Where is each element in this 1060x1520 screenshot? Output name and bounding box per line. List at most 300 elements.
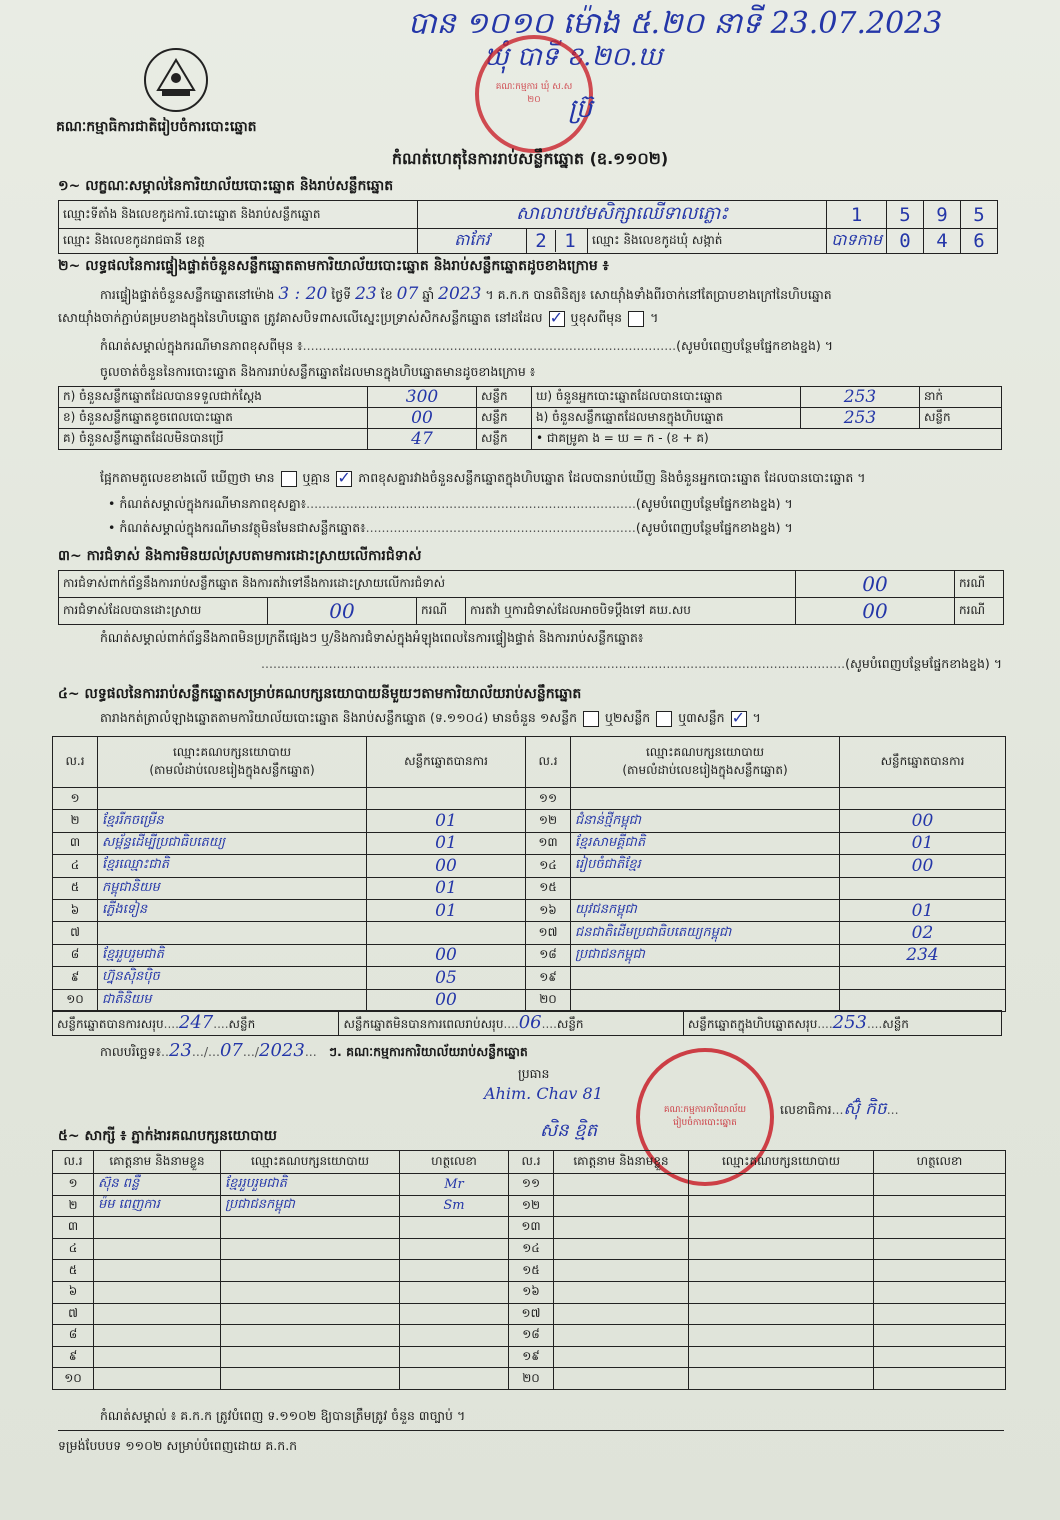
total-box-cell: សន្លឹកឆ្នោតក្នុងហិបឆ្នោតសរុប....253....សន្លឹក	[683, 1011, 1001, 1036]
party-votes: 00	[840, 855, 1006, 877]
witness-name	[554, 1368, 689, 1390]
witness-party	[221, 1260, 400, 1282]
party-votes: 01	[367, 832, 526, 854]
party-no: ១៧	[526, 922, 571, 944]
witness-no: ២០	[509, 1368, 554, 1390]
secretary-line: លេខាធិការ...ស៊ុំ កិច...	[780, 1099, 899, 1119]
note3-label: • កំណត់សម្គាល់ក្នុងករណីមានវត្ថុមិនមែនជាសន្លឹកឆ្នោត៖	[108, 520, 366, 535]
table-row	[53, 1238, 1006, 1260]
date-day: 23	[169, 1040, 192, 1061]
resolved-value: 00	[268, 598, 417, 625]
section5-title: ៥~ សាក្សី ៖ ភ្នាក់ងារគណបក្សនយោបាយ	[58, 1128, 277, 1144]
witness-party	[689, 1368, 874, 1390]
witness-name	[554, 1238, 689, 1260]
sheets-1-checkbox[interactable]	[583, 711, 599, 727]
party-name: ជំនាន់ថ្មីកម្ពុជា	[571, 810, 840, 832]
witness-party	[689, 1325, 874, 1347]
commune-stamp-text: គណៈកម្មការ ឃុំ ស.ស ២០	[495, 82, 573, 105]
count-ng-label: ង) ចំនួនសន្លឹកឆ្នោតដែលមានក្នុងហិបឆ្នោត	[532, 408, 801, 429]
witness-name	[94, 1238, 221, 1260]
witness-signature	[874, 1238, 1006, 1260]
w-col-name-left: គោត្តនាម និងនាមខ្លួន	[94, 1151, 221, 1174]
party-votes	[840, 788, 1006, 810]
party-name: ហ្វ៊ុនស៊ិនប៉ិច	[98, 967, 367, 989]
party-votes: 01	[367, 899, 526, 921]
witness-name	[554, 1303, 689, 1325]
party-votes	[367, 788, 526, 810]
total-invalid-cell: សន្លឹកឆ្នោតមិនបានការពេលរាប់សរុប....06....សន្លឹក	[339, 1011, 683, 1036]
note2-label: • កំណត់សម្គាល់ក្នុងករណីមានភាពខុសគ្នា៖	[108, 496, 307, 511]
table-row	[53, 1325, 1006, 1347]
w-col-party-left: ឈ្មោះគណបក្សនយោបាយ	[221, 1151, 400, 1174]
witness-party	[221, 1238, 400, 1260]
count-formula: • ជាគម្រូគា ង = ឃ = ក - (ខ + គ)	[532, 429, 1002, 450]
witness-signature: Mr	[400, 1174, 509, 1196]
witness-no: ១៥	[509, 1260, 554, 1282]
seal-changed-checkbox[interactable]	[628, 311, 644, 327]
party-votes	[840, 877, 1006, 899]
w-col-no-left: ល.រ	[53, 1151, 94, 1174]
party-votes: 00	[367, 989, 526, 1011]
party-votes: 01	[367, 877, 526, 899]
table-row	[53, 1281, 1006, 1303]
party-results-table	[52, 736, 1006, 1012]
count-k-unit: សន្លឹក	[477, 387, 532, 408]
col-party-left	[98, 737, 367, 788]
total-valid-unit: សន្លឹក	[228, 1017, 256, 1031]
witness-signature	[400, 1346, 509, 1368]
witness-signature	[400, 1217, 509, 1239]
seal-changed-label: ឬខុសពីមុន	[570, 310, 623, 325]
handwritten-receipt-note-2: ឃុំ បាទី ខ.២០.ឃ	[484, 42, 663, 72]
party-no: ១៤	[526, 855, 571, 877]
province-code	[527, 229, 588, 254]
totals-table	[52, 1010, 1002, 1036]
total-invalid-value: 06	[518, 1012, 542, 1033]
resolved-unit: ករណី	[417, 598, 466, 625]
party-name: ខ្មែរសាមគ្គីជាតិ	[571, 832, 840, 854]
table-row	[53, 922, 1006, 944]
nec-logo-icon	[140, 44, 212, 116]
witness-signature	[874, 1195, 1006, 1217]
seal-intact-checkbox[interactable]	[549, 311, 565, 327]
witness-signature	[874, 1260, 1006, 1282]
party-name: សម្ព័ន្ធដើម្បីប្រជាធិបតេយ្យ	[98, 832, 367, 854]
appeal-value: 00	[796, 598, 955, 625]
witness-no: ៥	[53, 1260, 94, 1282]
witness-party	[689, 1195, 874, 1217]
witness-no: ១៦	[509, 1281, 554, 1303]
witness-party	[689, 1303, 874, 1325]
table-row	[53, 1217, 1006, 1239]
party-name	[571, 967, 840, 989]
party-no: ១០	[53, 989, 98, 1011]
commune-code-2: 4	[924, 229, 961, 254]
witness-signature	[874, 1281, 1006, 1303]
section2-note1: កំណត់សម្គាល់ក្នុងករណីមានភាពខុសពីមុន ៖..............................................................................................(សូមបំពេញបន្ថែមផ្នែកខាងខ្នង) ។	[100, 338, 834, 353]
party-votes: 02	[840, 922, 1006, 944]
table-row	[53, 1346, 1006, 1368]
section3-title: ៣~ ការជំទាស់ និងការមិនយល់ស្របតាមការដោះស្រាយលើការជំទាស់	[58, 548, 422, 564]
witness-party	[221, 1346, 400, 1368]
witness-no: ១៤	[509, 1238, 554, 1260]
party-no: ២០	[526, 989, 571, 1011]
sheets-count-label: តារាងកត់ត្រាលំឡាងឆ្នោតតាមការិយាល័យបោះឆ្នោត និងរាប់សន្លឹកឆ្នោត (ទ.១១០៤) មានចំនួន ១សន្លឹក	[100, 710, 578, 725]
party-name	[571, 989, 840, 1011]
total-valid-value: 247	[178, 1012, 214, 1033]
verify-month-label: ខែ	[380, 287, 393, 302]
table-row	[53, 877, 1006, 899]
objection-value: 00	[796, 571, 955, 598]
verify-day: 23	[355, 284, 377, 304]
party-no: ៥	[53, 877, 98, 899]
section2-note3: • កំណត់សម្គាល់ក្នុងករណីមានវត្ថុមិនមែនជាសន្លឹកឆ្នោត៖....................................................................(សូមបំពេញបន្ថែមផ្នែកខាងខ្នង) ។	[108, 520, 793, 535]
witness-signature	[400, 1238, 509, 1260]
party-name	[571, 877, 840, 899]
col-votes-right: សន្លឹកឆ្នោតបានការ	[840, 737, 1006, 788]
section3-note-tail: (សូមបំពេញបន្ថែមផ្នែកខាងខ្នង) ។	[845, 656, 1002, 671]
party-no: ១៩	[526, 967, 571, 989]
col-party-right	[571, 737, 840, 788]
section2-title: ២~ លទ្ធផលនៃការផ្ទៀងផ្ទាត់ចំនួនសន្លឹកឆ្នោតតាមការិយាល័យបោះឆ្នោត និងរាប់សន្លឹកឆ្នោតដូចខាងក្រោម ៖	[58, 258, 609, 274]
witness-name	[94, 1346, 221, 1368]
count-g-value: 47	[368, 429, 477, 450]
footnote: កំណត់សម្គាល់ ៖ គ.ក.ក ត្រូវបំពេញ ទ.១១០២ ឱ្យបានត្រឹមត្រូវ ចំនួន ៣ច្បាប់ ។	[100, 1408, 466, 1423]
party-no: ៤	[53, 855, 98, 877]
party-no: ៦	[53, 899, 98, 921]
w-col-name-right: គោត្តនាម និងនាមខ្លួន	[554, 1151, 689, 1174]
form-title: កំណត់ហេតុនៃការរាប់សន្លឹកឆ្នោត (ឧ.១១០២)	[391, 149, 669, 168]
witness-signature	[400, 1260, 509, 1282]
committee-label: ៗ. គណៈកម្មការការិយាល័យរាប់សន្លឹកឆ្នោត	[328, 1044, 528, 1059]
count-g-label: គ) ចំនួនសន្លឹកឆ្នោតដែលមិនបានប្រើ	[59, 429, 368, 450]
verify-time-label: ការផ្ទៀងផ្ទាត់ចំនួនសន្លឹកឆ្នោតនៅម៉ោង	[100, 287, 275, 302]
count-g-unit: សន្លឹក	[477, 429, 532, 450]
party-no: ១៨	[526, 944, 571, 966]
total-box-label: សន្លឹកឆ្នោតក្នុងហិបឆ្នោតសរុប	[687, 1017, 818, 1031]
committee-stamp-text: គណៈកម្មការការិយាល័យរៀបចំការបោះឆ្នោត	[663, 1105, 747, 1128]
party-no: ១៣	[526, 832, 571, 854]
province-label: ឈ្មោះ និងលេខកូដរាជធានី ខេត្ត	[59, 229, 418, 254]
section3-table	[58, 570, 1004, 625]
col-party-left-title: ឈ្មោះគណបក្សនយោបាយ	[172, 745, 292, 759]
verify-year-label: ឆ្នាំ	[422, 287, 435, 302]
witness-no: ៨	[53, 1325, 94, 1347]
party-name: ជនជាតិដើមប្រជាធិបតេយ្យកម្ពុជា	[571, 922, 840, 944]
witness-signature	[874, 1303, 1006, 1325]
verify-month: 07	[396, 284, 419, 304]
witness-name	[554, 1260, 689, 1282]
party-votes: 01	[840, 899, 1006, 921]
party-votes	[840, 989, 1006, 1011]
count-gh-unit: នាក់	[920, 387, 1002, 408]
location-code-1: 1	[827, 201, 887, 229]
witness-party	[221, 1368, 400, 1390]
witness-name	[94, 1368, 221, 1390]
note1-tail: (សូមបំពេញបន្ថែមផ្នែកខាងខ្នង) ។	[676, 338, 834, 353]
party-no: ១១	[526, 788, 571, 810]
party-votes	[840, 967, 1006, 989]
party-votes: 01	[367, 810, 526, 832]
section4-intro: តារាងកត់ត្រាលំឡាងឆ្នោតតាមការិយាល័យបោះឆ្នោត និងរាប់សន្លឹកឆ្នោត (ទ.១១០៤) មានចំនួន ១សន្លឹក ឬ២សន្លឹក ឬ៣សន្លឹក ✓ ។	[100, 710, 1000, 729]
table-row	[53, 1174, 1006, 1196]
witness-party	[689, 1217, 874, 1239]
compare-text: ភាពខុសគ្នារវាងចំនួនសន្លឹកឆ្នោតក្នុងហិបឆ្នោត ដែលបានរាប់ឃើញ និងចំនួនអ្នកបោះឆ្នោត ដែលបានបោះឆ្នោត ។	[358, 470, 866, 485]
count-kh-value: 00	[368, 408, 477, 429]
total-valid-label: សន្លឹកឆ្នោតបានការសរុប	[57, 1017, 164, 1031]
compare-none-label: ឬគ្មាន	[302, 470, 331, 485]
secretary-label: លេខាធិការ	[780, 1102, 832, 1117]
total-box-unit: សន្លឹក	[882, 1017, 909, 1031]
date-line: កាលបរិច្ឆេទ៖..23.../...07.../2023... ៗ. គណៈកម្មការការិយាល័យរាប់សន្លឹកឆ្នោត	[100, 1040, 528, 1061]
witness-no: ៤	[53, 1238, 94, 1260]
section3-note-line: ...................................................................................................................................................(សូមបំពេញបន្ថែមផ្នែកខាងខ្នង) ។	[261, 656, 1002, 671]
form-note: ទម្រង់បែបបទ ១១០២ សម្រាប់បំពេញដោយ គ.ក.ក	[58, 1438, 298, 1453]
witness-no: ៦	[53, 1281, 94, 1303]
party-name	[571, 788, 840, 810]
compare-has-checkbox[interactable]	[281, 471, 297, 487]
date-year: 2023	[259, 1040, 305, 1061]
witness-party	[689, 1346, 874, 1368]
party-name: ភ្លើងទៀន	[98, 899, 367, 921]
witness-party	[221, 1281, 400, 1303]
commune-value: បាទកាម	[827, 229, 887, 254]
w-col-no-right: ល.រ	[509, 1151, 554, 1174]
witness-signature	[400, 1303, 509, 1325]
party-name: រៀបចំជាតិខ្មែរ	[571, 855, 840, 877]
verify-day-label: ថ្ងៃទី	[331, 287, 352, 302]
table-row	[53, 989, 1006, 1011]
table-row	[53, 1368, 1006, 1390]
table-row	[53, 788, 1006, 810]
witness-table	[52, 1150, 1006, 1390]
table-row	[53, 855, 1006, 877]
table-row	[53, 1303, 1006, 1325]
party-name	[98, 922, 367, 944]
objection-unit: ករណី	[955, 571, 1004, 598]
count-ng-value: 253	[801, 408, 920, 429]
witness-no: ១១	[509, 1174, 554, 1196]
commune-code-3: 6	[961, 229, 998, 254]
sheets-3-checkbox[interactable]	[731, 711, 747, 727]
section3-note: កំណត់សម្គាល់ពាក់ព័ន្ធនឹងភាពមិនប្រក្រតីផ្សេងៗ ឬ/និងការជំទាស់ក្នុងអំឡុងពេលនៃការផ្ទៀងផ្ទាត់ និងការរាប់សន្លឹកឆ្នោត៖	[100, 630, 644, 645]
count-ng-unit: សន្លឹក	[920, 408, 1002, 429]
table-row	[53, 1260, 1006, 1282]
compare-none-checkbox[interactable]	[336, 471, 352, 487]
witness-no: ១	[53, 1174, 94, 1196]
witness-signature	[874, 1174, 1006, 1196]
party-name: យុវជនកម្ពុជា	[571, 899, 840, 921]
witness-signature: Sm	[400, 1195, 509, 1217]
section2-note2: • កំណត់សម្គាល់ក្នុងករណីមានភាពខុសគ្នា៖...................................................................................(សូមបំពេញបន្ថែមផ្នែកខាងខ្នង) ។	[108, 496, 793, 511]
objection-label: ការជំទាស់ពាក់ព័ន្ធនឹងការរាប់សន្លឹកឆ្នោត និងការតវ៉ាទៅនឹងការដោះស្រាយលើការជំទាស់	[59, 571, 796, 598]
count-k-label: ក) ចំនួនសន្លឹកឆ្នោតដែលបានទទួលជាក់ស្តែង	[59, 387, 368, 408]
table-row	[53, 899, 1006, 921]
appeal-unit: ករណី	[955, 598, 1004, 625]
section1-table	[58, 200, 998, 254]
party-name: ប្រជាជនកម្ពុជា	[571, 944, 840, 966]
witness-signature	[400, 1325, 509, 1347]
commune-label: ឈ្មោះ និងលេខកូដឃុំ សង្កាត់	[588, 229, 827, 254]
table-row	[53, 944, 1006, 966]
stamp-signature: ប្រ៊	[568, 94, 593, 124]
witness-name	[94, 1303, 221, 1325]
handwritten-receipt-note: បាន ១០១០ ម៉ោង ៥.២០ នាទី 23.07.2023	[408, 6, 943, 41]
secretary-name: ស៊ុំ កិច	[843, 1099, 887, 1119]
count-kh-unit: សន្លឹក	[477, 408, 532, 429]
compare-has-label: ផ្អែកតាមតួលេខខាងលើ ឃើញថា មាន	[100, 470, 275, 485]
party-no: ១២	[526, 810, 571, 832]
appeal-label: ការតវ៉ា ឬការជំទាស់ដែលអាចបិទប្តឹងទៅ គឃ.សប	[466, 598, 796, 625]
w-col-sign-left: ហត្ថលេខា	[400, 1151, 509, 1174]
chair-signature: Ahim. Chav 81	[484, 1084, 603, 1103]
chair-name: សិន ខ្មិត	[540, 1120, 598, 1141]
witness-no: ៣	[53, 1217, 94, 1239]
section1-title: ១~ លក្ខណៈសម្គាល់នៃការិយាល័យបោះឆ្នោត និងរាប់សន្លឹកឆ្នោត	[58, 178, 394, 194]
org-label: គណៈកម្មាធិការជាតិរៀបចំការបោះឆ្នោត	[56, 119, 257, 135]
witness-no: ១៩	[509, 1346, 554, 1368]
sheets-2-label: ឬ២សន្លឹក	[605, 710, 651, 725]
witness-name	[94, 1325, 221, 1347]
witness-signature	[400, 1281, 509, 1303]
party-name: ខ្មែររួបរួមជាតិ	[98, 944, 367, 966]
witness-no: ១៣	[509, 1217, 554, 1239]
witness-party: ខ្មែររួបរួមជាតិ	[221, 1174, 400, 1196]
w-col-party-right: ឈ្មោះគណបក្សនយោបាយ	[689, 1151, 874, 1174]
total-valid-cell: សន្លឹកឆ្នោតបានការសរុប....247....សន្លឹក	[53, 1011, 339, 1036]
party-votes: 05	[367, 967, 526, 989]
note2-tail: (សូមបំពេញបន្ថែមផ្នែកខាងខ្នង) ។	[635, 496, 793, 511]
witness-party	[221, 1325, 400, 1347]
count-gh-value: 253	[801, 387, 920, 408]
party-no: ១៦	[526, 899, 571, 921]
total-invalid-label: សន្លឹកឆ្នោតមិនបានការពេលរាប់សរុប	[343, 1017, 504, 1031]
witness-name	[554, 1195, 689, 1217]
witness-no: ១២	[509, 1195, 554, 1217]
verify-line-text: ។ គ.ក.ក បានពិនិត្យ៖ សោយ៉ាំងទាំងពីរចាក់នៅតែប្រាបខាងក្រៅនៃហិបឆ្នោត	[485, 287, 832, 302]
party-no: ២	[53, 810, 98, 832]
date-month: 07	[219, 1040, 243, 1061]
witness-name	[554, 1217, 689, 1239]
witness-party	[689, 1260, 874, 1282]
party-name: ជាតិនិយម	[98, 989, 367, 1011]
col-no-right: ល.រ	[526, 737, 571, 788]
party-no: ៣	[53, 832, 98, 854]
witness-no: ២	[53, 1195, 94, 1217]
province-code-1: 2	[527, 230, 556, 252]
seal-intact-text: សោយ៉ាំងចាក់ភ្ជាប់គម្របខាងក្នុងនៃហិបឆ្នោត ត្រូវគាសបិទពាសលើស្នេះប្រទ្រាស់សិកសន្លឹកឆ្នោត នៅដដែល	[58, 310, 543, 325]
witness-party	[221, 1217, 400, 1239]
date-label: កាលបរិច្ឆេទ៖	[100, 1044, 162, 1059]
witness-party	[689, 1174, 874, 1196]
party-no: ៧	[53, 922, 98, 944]
witness-signature	[874, 1217, 1006, 1239]
table-row	[53, 810, 1006, 832]
count-k-value: 300	[368, 387, 477, 408]
party-no: ១៥	[526, 877, 571, 899]
party-no: ១	[53, 788, 98, 810]
col-no-left: ល.រ	[53, 737, 98, 788]
col-party-right-title: ឈ្មោះគណបក្សនយោបាយ	[645, 745, 765, 759]
party-votes: 00	[367, 944, 526, 966]
witness-no: ១០	[53, 1368, 94, 1390]
witness-name: ស៊ុន ពន្លឺ	[94, 1174, 221, 1196]
party-name: កម្ពុជានិយម	[98, 877, 367, 899]
witness-party	[221, 1303, 400, 1325]
witness-no: ៩	[53, 1346, 94, 1368]
party-votes	[367, 922, 526, 944]
witness-party	[689, 1238, 874, 1260]
note3-tail: (សូមបំពេញបន្ថែមផ្នែកខាងខ្នង) ។	[635, 520, 793, 535]
witness-name	[94, 1260, 221, 1282]
party-no: ៩	[53, 967, 98, 989]
party-no: ៨	[53, 944, 98, 966]
witness-signature	[400, 1368, 509, 1390]
party-name: ខ្មែររីកចម្រើន	[98, 810, 367, 832]
location-value: សាលាបឋមសិក្សាឈើទាលភ្លោះ	[418, 201, 827, 229]
w-col-sign-right: ហត្ថលេខា	[874, 1151, 1006, 1174]
witness-name	[94, 1217, 221, 1239]
resolved-label: ការជំទាស់ដែលបានដោះស្រាយ	[59, 598, 268, 625]
witness-no: ១៨	[509, 1325, 554, 1347]
location-code-2: 5	[887, 201, 924, 229]
witness-signature	[874, 1346, 1006, 1368]
section2-line2: សោយ៉ាំងចាក់ភ្ជាប់គម្របខាងក្នុងនៃហិបឆ្នោត ត្រូវគាសបិទពាសលើស្នេះប្រទ្រាស់សិកសន្លឹកឆ្នោត នៅដដែល ✓ ឬខុសពីមុន ។	[58, 310, 998, 329]
counts-intro: ចូលចាត់ចំនួននៃការបោះឆ្នោត និងការរាប់សន្លឹកឆ្នោតដែលមានក្នុងហិបឆ្នោតមានដូចខាងក្រោម ៖	[100, 364, 536, 379]
party-name	[98, 788, 367, 810]
location-code-4: 5	[961, 201, 998, 229]
count-gh-label: ឃ) ចំនួនអ្នកបោះឆ្នោតដែលបានបោះឆ្នោត	[532, 387, 801, 408]
total-box-value: 253	[832, 1012, 867, 1033]
sheets-2-checkbox[interactable]	[656, 711, 672, 727]
verify-time: 3 : 20	[278, 284, 328, 304]
verify-year: 2023	[438, 284, 482, 304]
compare-line	[100, 470, 1010, 489]
section4-title: ៤~ លទ្ធផលនៃការរាប់សន្លឹកឆ្នោតសម្រាប់គណបក្សនយោបាយនីមួយៗតាមការិយាល័យរាប់សន្លឹកឆ្នោត	[58, 686, 582, 702]
col-party-right-sub: (តាមលំដាប់លេខរៀងក្នុងសន្លឹកឆ្នោត)	[622, 763, 788, 777]
section2-line1	[100, 284, 1000, 306]
witness-signature	[874, 1325, 1006, 1347]
col-party-left-sub: (តាមលំដាប់លេខរៀងក្នុងសន្លឹកឆ្នោត)	[149, 763, 315, 777]
party-name: ខ្មែរឈ្មោះជាតិ	[98, 855, 367, 877]
witness-name	[554, 1281, 689, 1303]
location-code-3: 9	[924, 201, 961, 229]
table-row	[53, 832, 1006, 854]
footer-divider	[58, 1430, 1004, 1431]
witness-party: ប្រជាជនកម្ពុជា	[221, 1195, 400, 1217]
counts-table	[58, 386, 1002, 450]
witness-no: ១៧	[509, 1303, 554, 1325]
province-code-2: 1	[564, 230, 576, 252]
witness-name: ម៉ម ពេញការ	[94, 1195, 221, 1217]
witness-name	[554, 1174, 689, 1196]
note1-label: កំណត់សម្គាល់ក្នុងករណីមានភាពខុសពីមុន ៖	[100, 338, 303, 353]
total-invalid-unit: សន្លឹក	[556, 1017, 584, 1031]
party-votes: 00	[367, 855, 526, 877]
witness-signature	[874, 1368, 1006, 1390]
chair-label: ប្រធាន	[518, 1066, 550, 1081]
witness-name	[554, 1346, 689, 1368]
witness-name	[554, 1325, 689, 1347]
witness-party	[689, 1281, 874, 1303]
commune-code-1: 0	[887, 229, 924, 254]
table-row	[53, 1195, 1006, 1217]
count-kh-label: ខ) ចំនួនសន្លឹកឆ្នោតខូចពេលបោះឆ្នោត	[59, 408, 368, 429]
party-votes: 01	[840, 832, 1006, 854]
table-row	[53, 967, 1006, 989]
witness-name	[94, 1281, 221, 1303]
party-votes: 234	[840, 944, 1006, 966]
